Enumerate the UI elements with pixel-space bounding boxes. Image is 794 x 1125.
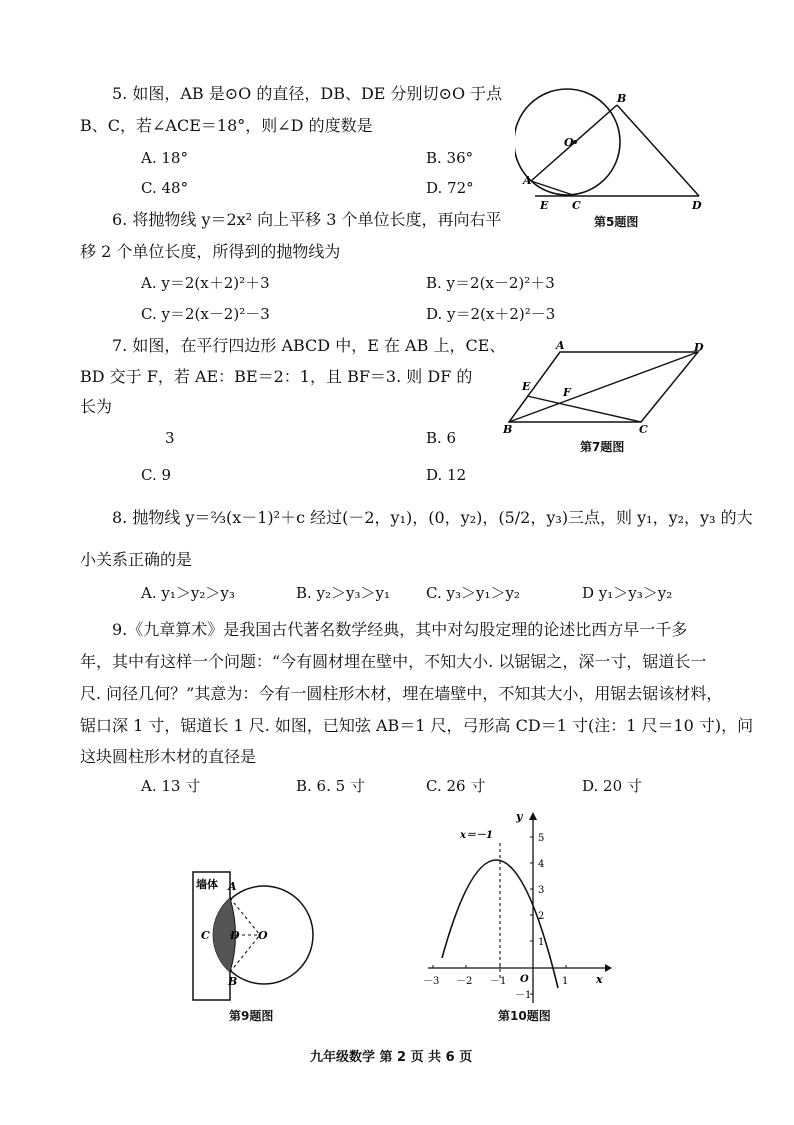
q6-line1: 6. 将抛物线 y＝2x² 向上平移 3 个单位长度，再向右平 (112, 210, 502, 229)
q8-option-c: C. y₃＞y₁＞y₂ (426, 584, 520, 602)
q7-option-d: D. 12 (426, 466, 467, 484)
q5-label-o: O (564, 136, 574, 149)
q8-line2: 小关系正确的是 (80, 550, 193, 569)
q10-x-label: x (596, 973, 603, 986)
q7-figure (495, 338, 715, 438)
q9-label-o: O (258, 929, 268, 942)
q9-label-b: B (228, 975, 238, 988)
q5-option-d: D. 72° (426, 179, 474, 197)
q7-line2: BD 交于 F，若 AE：BE＝2：1，且 BF＝3. 则 DF 的 (80, 367, 473, 386)
q8-option-d: D y₁＞y₃＞y₂ (582, 584, 673, 602)
q7-line1: 7. 如图，在平行四边形 ABCD 中，E 在 AB 上，CE、 (112, 336, 506, 355)
q5-label-b: B (617, 92, 627, 105)
q10-caption: 第10题图 (498, 1009, 551, 1023)
q5-caption: 第5题图 (594, 215, 639, 229)
q7-option-a: 3 (165, 429, 175, 447)
q10-ytick-3: 3 (538, 885, 545, 896)
q9-option-b: B. 6. 5 寸 (296, 777, 365, 795)
q6-line2: 移 2 个单位长度，所得到的抛物线为 (80, 242, 341, 261)
q9-caption: 第9题图 (229, 1009, 274, 1023)
q10-xtick-neg2: －2 (456, 976, 473, 987)
q7-label-c: C (639, 423, 648, 436)
q5-label-c: C (572, 199, 581, 212)
q8-option-b: B. y₂＞y₃＞y₁ (296, 584, 391, 602)
q9-option-a: A. 13 寸 (141, 777, 201, 795)
page-footer: 九年级数学 第 2 页 共 6 页 (310, 1050, 473, 1065)
q5-line1: 5. 如图，AB 是⊙O 的直径，DB、DE 分别切⊙O 于点 (112, 84, 503, 103)
q7-option-c: C. 9 (141, 466, 172, 484)
q5-label-d: D (692, 199, 702, 212)
q9-label-d: D (230, 929, 240, 942)
q5-label-a: A (523, 174, 532, 187)
q9-line1: 9.《九章算术》是我国古代著名数学经典，其中对勾股定理的论述比西方早一千多 (112, 620, 688, 639)
q7-label-f: F (563, 386, 571, 399)
q5-option-c: C. 48° (141, 179, 189, 197)
q10-ytick-neg1: －1 (515, 990, 532, 1001)
q9-line2: 年，其中有这样一个问题：“今有圆材埋在壁中，不知大小. 以锯锯之，深一寸，锯道长一 (80, 652, 707, 671)
q7-label-e: E (522, 380, 531, 393)
q5-label-e: E (540, 199, 549, 212)
q6-option-a: A. y＝2(x＋2)²＋3 (141, 274, 270, 292)
q10-y-label: y (516, 810, 523, 823)
q7-label-a: A (556, 339, 565, 352)
q8-option-a: A. y₁＞y₂＞y₃ (141, 584, 235, 602)
q9-line4: 锯口深 1 寸，锯道长 1 尺. 如图，已知弦 AB＝1 尺，弓形高 CD＝1 寸(注：1 尺＝10 寸)，问 (80, 716, 754, 735)
q9-option-d: D. 20 寸 (582, 777, 642, 795)
q7-caption: 第7题图 (580, 440, 625, 454)
q10-figure (420, 808, 615, 1008)
q5-option-b: B. 36° (426, 149, 474, 167)
q8-line1: 8. 抛物线 y＝⅔(x－1)²＋c 经过(－2，y₁)，(0，y₂)，(5/2，y₃)三点，则 y₁，y₂，y₃ 的大 (112, 508, 753, 527)
q10-xtick-neg3: －3 (423, 976, 440, 987)
q10-xtick-neg1: －1 (490, 976, 507, 987)
q9-line3: 尺. 问径几何？”其意为：今有一圆柱形木材，埋在墙壁中，不知其大小，用锯去锯该材料， (80, 684, 723, 703)
q9-line5: 这块圆柱形木材的直径是 (80, 747, 257, 766)
q10-ytick-4: 4 (538, 859, 545, 870)
q10-ytick-2: 2 (538, 911, 545, 922)
q10-origin-label: O (520, 974, 529, 985)
q10-axis-line-label: x＝－1 (460, 830, 493, 841)
q9-label-a: A (228, 880, 237, 893)
q10-xtick-1: 1 (562, 976, 569, 987)
q6-option-c: C. y＝2(x－2)²－3 (141, 305, 270, 323)
q7-line3: 长为 (80, 397, 113, 416)
q9-option-c: C. 26 寸 (426, 777, 486, 795)
q5-figure (515, 85, 715, 215)
q5-option-a: A. 18° (141, 149, 188, 167)
q5-line2: B、C，若∠ACE＝18°，则∠D 的度数是 (80, 116, 373, 135)
q9-figure (185, 862, 325, 1007)
q7-label-b: B (503, 423, 513, 436)
q7-label-d: D (694, 341, 704, 354)
q9-label-c: C (201, 929, 210, 942)
q10-ytick-1: 1 (538, 937, 545, 948)
q6-option-d: D. y＝2(x＋2)²－3 (426, 305, 556, 323)
q6-option-b: B. y＝2(x－2)²＋3 (426, 274, 555, 292)
q7-option-b: B. 6 (426, 429, 457, 447)
q9-label-wall: 墙体 (196, 878, 218, 891)
q10-ytick-5: 5 (538, 833, 545, 844)
